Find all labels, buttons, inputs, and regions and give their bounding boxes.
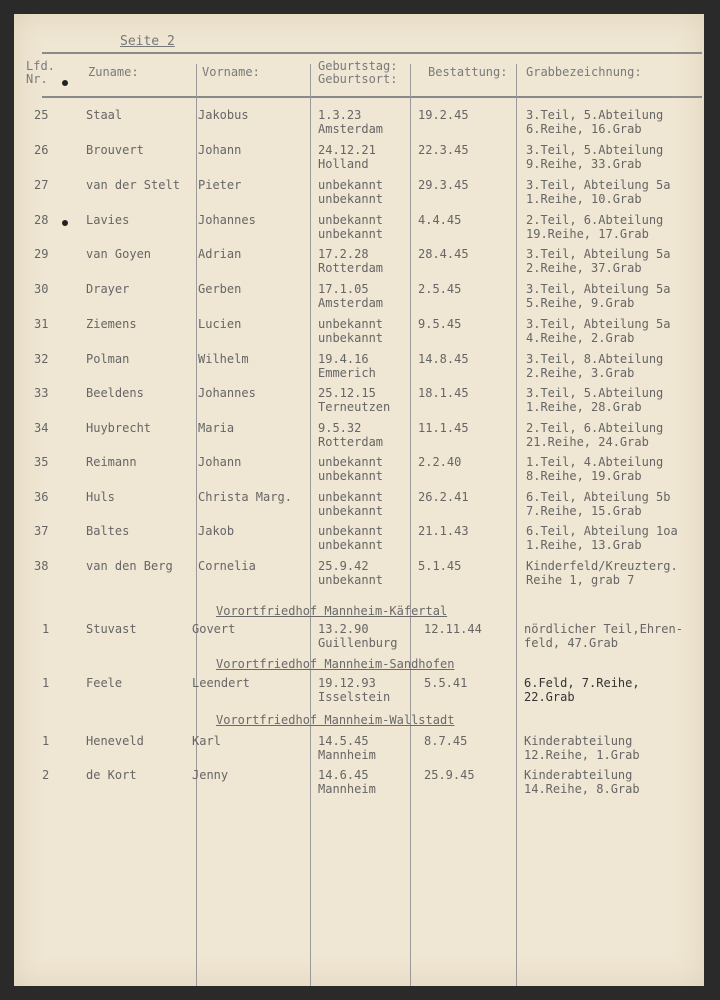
first-name-cell: Jenny	[192, 768, 229, 782]
burial-date-cell: 25.9.45	[424, 768, 475, 782]
grave-location-cell: 3.Teil, 5.Abteilung	[526, 386, 664, 400]
row-number: 1	[42, 734, 50, 748]
section-title-kaefertal: Vorortfriedhof Mannheim-Käfertal	[216, 604, 448, 618]
first-name-cell: Pieter	[198, 178, 242, 192]
grave-location-cell: 1.Teil, 4.Abteilung	[526, 455, 664, 469]
grave-location-cell: 6.Feld, 7.Reihe,	[524, 676, 640, 690]
birth-place-cell: Amsterdam	[318, 296, 384, 310]
column-divider	[196, 64, 197, 986]
row-number: 25	[34, 108, 49, 122]
surname-cell: van der Stelt	[86, 178, 180, 192]
birth-place-cell: Holland	[318, 157, 369, 171]
first-name-cell: Jakobus	[198, 108, 249, 122]
header-zuname: Zuname:	[88, 65, 139, 79]
grave-location-cell: 6.Teil, Abteilung 5b	[526, 490, 671, 504]
surname-cell: Brouvert	[86, 143, 144, 157]
grave-location-cell: 2.Teil, 6.Abteilung	[526, 421, 664, 435]
grave-location-cell: 3.Teil, Abteilung 5a	[526, 247, 671, 261]
birth-place-cell: unbekannt	[318, 573, 384, 587]
birth-date-cell: 9.5.32	[318, 421, 362, 435]
row-number: 1	[42, 622, 50, 636]
top-rule	[42, 52, 702, 54]
burial-date-cell: 5.5.41	[424, 676, 468, 690]
row-number: 35	[34, 455, 49, 469]
burial-date-cell: 2.5.45	[418, 282, 462, 296]
surname-cell: Huls	[86, 490, 115, 504]
surname-cell: Ziemens	[86, 317, 137, 331]
first-name-cell: Gerben	[198, 282, 242, 296]
first-name-cell: Johannes	[198, 213, 256, 227]
burial-date-cell: 29.3.45	[418, 178, 469, 192]
burial-date-cell: 4.4.45	[418, 213, 462, 227]
punch-mark	[62, 220, 68, 226]
surname-cell: van Goyen	[86, 247, 152, 261]
grave-location-cell: 3.Teil, Abteilung 5a	[526, 178, 671, 192]
first-name-cell: Maria	[198, 421, 235, 435]
birth-place-cell: Mannheim	[318, 748, 376, 762]
burial-date-cell: 12.11.44	[424, 622, 482, 636]
burial-date-cell: 21.1.43	[418, 524, 469, 538]
column-divider	[516, 64, 517, 986]
grave-location-cell: 12.Reihe, 1.Grab	[524, 748, 640, 762]
grave-location-cell: Kinderabteilung	[524, 768, 633, 782]
grave-location-cell: 3.Teil, 8.Abteilung	[526, 352, 664, 366]
birth-place-cell: Isselstein	[318, 690, 391, 704]
grave-location-cell: 7.Reihe, 15.Grab	[526, 504, 642, 518]
grave-location-cell: 8.Reihe, 19.Grab	[526, 469, 642, 483]
birth-date-cell: 17.2.28	[318, 247, 369, 261]
header-geburt: Geburtstag: Geburtsort:	[318, 59, 398, 86]
birth-place-cell: Mannheim	[318, 782, 376, 796]
header-bestattung: Bestattung:	[428, 65, 508, 79]
surname-cell: Huybrecht	[86, 421, 152, 435]
first-name-cell: Christa Marg.	[198, 490, 292, 504]
surname-cell: Polman	[86, 352, 130, 366]
birth-place-cell: unbekannt	[318, 192, 384, 206]
burial-date-cell: 9.5.45	[418, 317, 462, 331]
grave-location-cell: 1.Reihe, 13.Grab	[526, 538, 642, 552]
birth-place-cell: unbekannt	[318, 227, 384, 241]
birth-date-cell: 13.2.90	[318, 622, 369, 636]
birth-date-cell: unbekannt	[318, 317, 384, 331]
birth-place-cell: Rotterdam	[318, 435, 384, 449]
column-divider	[410, 64, 411, 986]
birth-date-cell: unbekannt	[318, 213, 384, 227]
surname-cell: Lavies	[86, 213, 130, 227]
row-number: 2	[42, 768, 50, 782]
page-label: Seite 2	[120, 34, 175, 49]
burial-date-cell: 8.7.45	[424, 734, 468, 748]
burial-date-cell: 26.2.41	[418, 490, 469, 504]
burial-date-cell: 22.3.45	[418, 143, 469, 157]
first-name-cell: Wilhelm	[198, 352, 249, 366]
row-number: 34	[34, 421, 49, 435]
first-name-cell: Johann	[198, 143, 242, 157]
grave-location-cell: 4.Reihe, 2.Grab	[526, 331, 635, 345]
surname-cell: de Kort	[86, 768, 137, 782]
birth-date-cell: unbekannt	[318, 524, 384, 538]
first-name-cell: Johann	[198, 455, 242, 469]
first-name-cell: Jakob	[198, 524, 235, 538]
first-name-cell: Adrian	[198, 247, 242, 261]
birth-date-cell: 17.1.05	[318, 282, 369, 296]
surname-cell: Reimann	[86, 455, 137, 469]
row-number: 30	[34, 282, 49, 296]
birth-date-cell: 24.12.21	[318, 143, 376, 157]
burial-date-cell: 14.8.45	[418, 352, 469, 366]
grave-location-cell: 5.Reihe, 9.Grab	[526, 296, 635, 310]
birth-date-cell: 25.12.15	[318, 386, 376, 400]
section-title-wallstadt: Vorortfriedhof Mannheim-Wallstadt	[216, 713, 455, 727]
header-grab: Grabbezeichnung:	[526, 65, 642, 79]
birth-date-cell: unbekannt	[318, 490, 384, 504]
document-page	[14, 14, 704, 986]
grave-location-cell: feld, 47.Grab	[524, 636, 618, 650]
grave-location-cell: 6.Reihe, 16.Grab	[526, 122, 642, 136]
first-name-cell: Leendert	[192, 676, 250, 690]
birth-date-cell: 19.12.93	[318, 676, 376, 690]
birth-place-cell: unbekannt	[318, 469, 384, 483]
header-vorname: Vorname:	[202, 65, 260, 79]
grave-location-cell: 14.Reihe, 8.Grab	[524, 782, 640, 796]
grave-location-cell: 2.Reihe, 3.Grab	[526, 366, 635, 380]
surname-cell: Beeldens	[86, 386, 144, 400]
grave-location-cell: 3.Teil, 5.Abteilung	[526, 143, 664, 157]
birth-date-cell: unbekannt	[318, 455, 384, 469]
first-name-cell: Cornelia	[198, 559, 256, 573]
header-rule	[42, 96, 702, 98]
grave-location-cell: 2.Teil, 6.Abteilung	[526, 213, 664, 227]
burial-date-cell: 18.1.45	[418, 386, 469, 400]
row-number: 29	[34, 247, 49, 261]
surname-cell: Baltes	[86, 524, 130, 538]
birth-place-cell: unbekannt	[318, 538, 384, 552]
burial-date-cell: 11.1.45	[418, 421, 469, 435]
grave-location-cell: 1.Reihe, 28.Grab	[526, 400, 642, 414]
surname-cell: Staal	[86, 108, 123, 122]
row-number: 33	[34, 386, 49, 400]
row-number: 1	[42, 676, 50, 690]
surname-cell: van den Berg	[86, 559, 173, 573]
row-number: 31	[34, 317, 49, 331]
grave-location-cell: Reihe 1, grab 7	[526, 573, 635, 587]
surname-cell: Heneveld	[86, 734, 144, 748]
birth-place-cell: Rotterdam	[318, 261, 384, 275]
section-title-sandhofen: Vorortfriedhof Mannheim-Sandhofen	[216, 657, 455, 671]
grave-location-cell: 21.Reihe, 24.Grab	[526, 435, 649, 449]
birth-place-cell: Amsterdam	[318, 122, 384, 136]
surname-cell: Drayer	[86, 282, 130, 296]
grave-location-cell: 3.Teil, Abteilung 5a	[526, 282, 671, 296]
row-number: 26	[34, 143, 49, 157]
birth-date-cell: 25.9.42	[318, 559, 369, 573]
birth-place-cell: unbekannt	[318, 504, 384, 518]
burial-date-cell: 28.4.45	[418, 247, 469, 261]
first-name-cell: Lucien	[198, 317, 242, 331]
birth-date-cell: unbekannt	[318, 178, 384, 192]
row-number: 38	[34, 559, 49, 573]
birth-place-cell: unbekannt	[318, 331, 384, 345]
birth-place-cell: Emmerich	[318, 366, 376, 380]
birth-place-cell: Terneutzen	[318, 400, 391, 414]
column-divider	[310, 64, 311, 986]
grave-location-cell: 3.Teil, 5.Abteilung	[526, 108, 664, 122]
grave-location-cell: 9.Reihe, 33.Grab	[526, 157, 642, 171]
birth-date-cell: 19.4.16	[318, 352, 369, 366]
birth-date-cell: 14.6.45	[318, 768, 369, 782]
row-number: 28	[34, 213, 49, 227]
grave-location-cell: 2.Reihe, 37.Grab	[526, 261, 642, 275]
burial-date-cell: 19.2.45	[418, 108, 469, 122]
burial-date-cell: 5.1.45	[418, 559, 462, 573]
grave-location-cell: Kinderfeld/Kreuzterg.	[526, 559, 678, 573]
row-number: 37	[34, 524, 49, 538]
surname-cell: Feele	[86, 676, 123, 690]
punch-mark	[62, 80, 68, 86]
header-nr: Lfd. Nr.	[26, 59, 55, 86]
grave-location-cell: 3.Teil, Abteilung 5a	[526, 317, 671, 331]
grave-location-cell: Kinderabteilung	[524, 734, 633, 748]
first-name-cell: Johannes	[198, 386, 256, 400]
row-number: 32	[34, 352, 49, 366]
grave-location-cell: 22.Grab	[524, 690, 575, 704]
grave-location-cell: nördlicher Teil,Ehren-	[524, 622, 683, 636]
row-number: 27	[34, 178, 49, 192]
first-name-cell: Karl	[192, 734, 221, 748]
grave-location-cell: 19.Reihe, 17.Grab	[526, 227, 649, 241]
birth-place-cell: Guillenburg	[318, 636, 398, 650]
grave-location-cell: 6.Teil, Abteilung 1oa	[526, 524, 678, 538]
surname-cell: Stuvast	[86, 622, 137, 636]
first-name-cell: Govert	[192, 622, 236, 636]
birth-date-cell: 1.3.23	[318, 108, 362, 122]
burial-date-cell: 2.2.40	[418, 455, 462, 469]
grave-location-cell: 1.Reihe, 10.Grab	[526, 192, 642, 206]
birth-date-cell: 14.5.45	[318, 734, 369, 748]
row-number: 36	[34, 490, 49, 504]
